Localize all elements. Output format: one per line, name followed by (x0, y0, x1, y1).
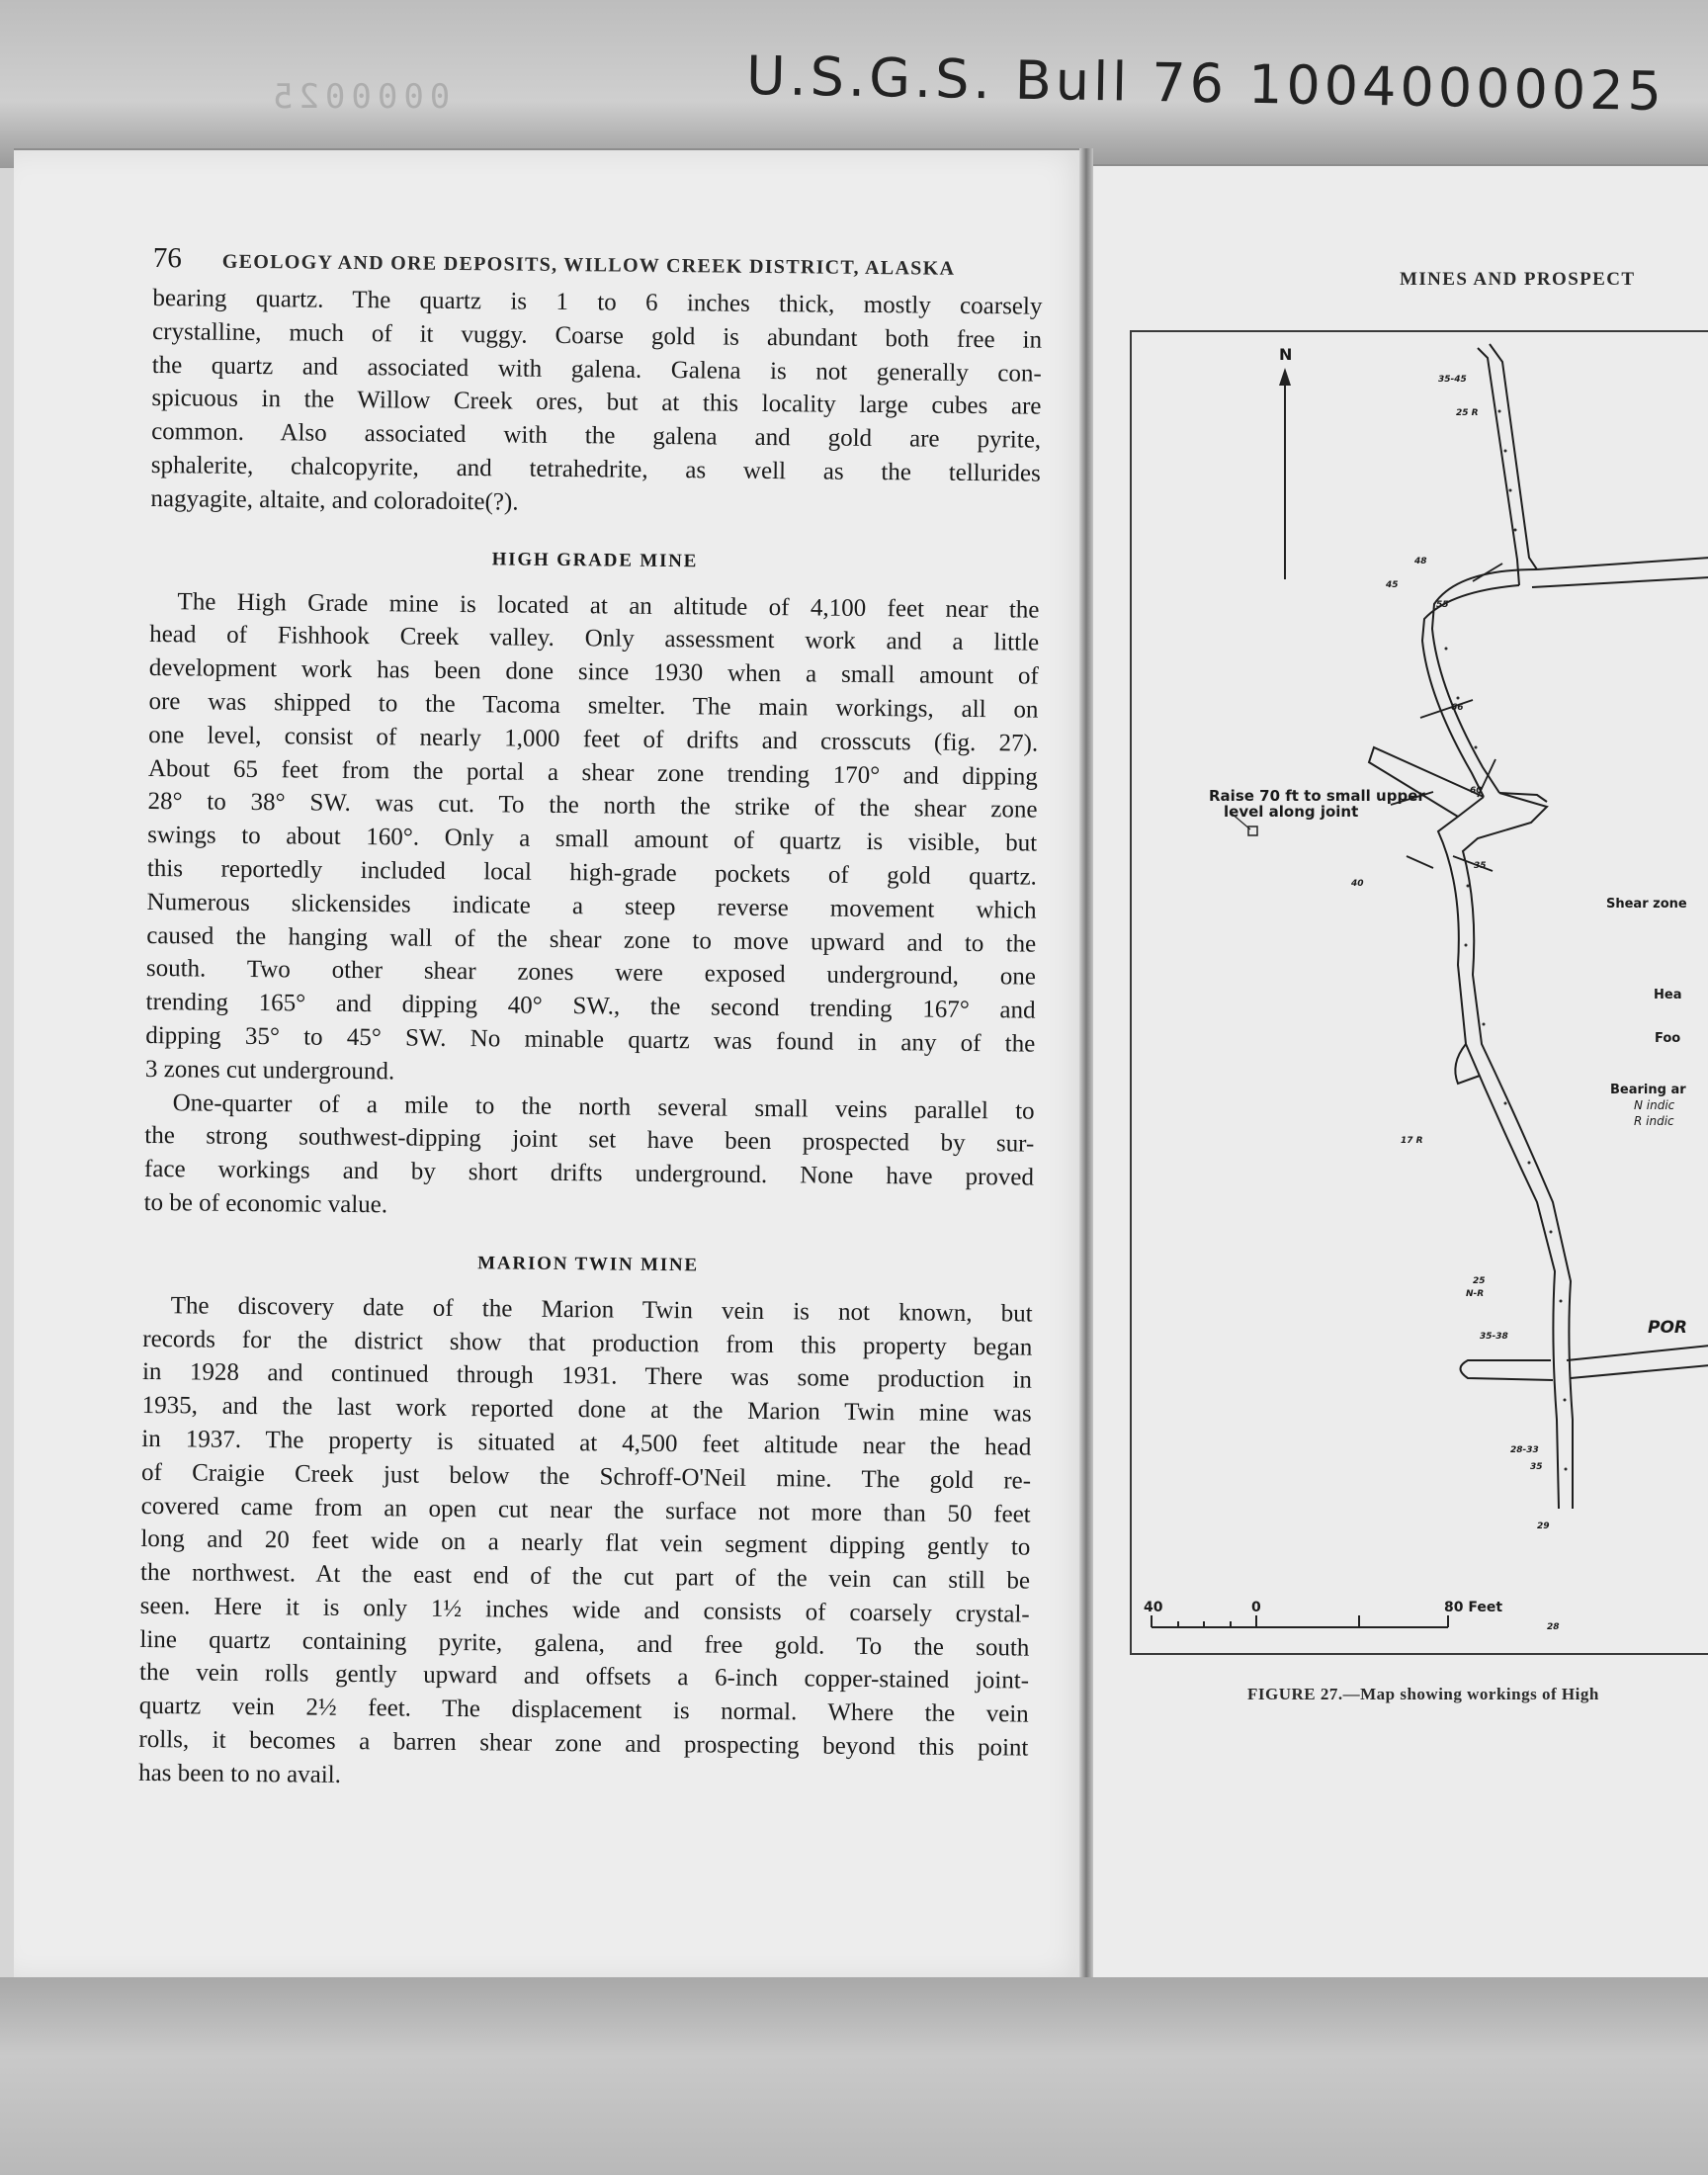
legend-footwall: Foo (1655, 1031, 1681, 1046)
raise-note-line-1: Raise 70 ft to small upper (1209, 787, 1425, 805)
attitude-label: 35 (1474, 861, 1487, 871)
text-line: in 1937. The property is situated at 4,500 feet altitude near the head (141, 1425, 1032, 1461)
attitude-label: 29 (1537, 1522, 1550, 1531)
north-arrow-icon (1279, 368, 1291, 579)
attitude-label: 35-38 (1480, 1332, 1508, 1342)
text-line: bearing quartz. The quartz is 1 to 6 inches thick, mostly coarsely (152, 284, 1043, 320)
text-line: south. Two other shear zones were exposed underground, one (145, 955, 1037, 991)
text-line: nagyagite, altaite, and coloradoite(?). (150, 484, 519, 516)
handwritten-note-text: U.S.G.S. Bull 76 1004 (745, 44, 1402, 119)
text-line: trending 165° and dipping 40° SW., the second trending 167° and (145, 989, 1036, 1024)
text-line: swings to about 160°. Only a small amount of quartz is visible, but (147, 822, 1038, 857)
text-line: the vein rolls gently upward and offsets a 6-inch copper-stained joint- (138, 1659, 1030, 1696)
heading-marion-twin-mine: MARION TWIN MINE (477, 1252, 700, 1276)
marion-twin-paragraph (138, 1289, 1033, 1799)
attitude-label: 17 R (1401, 1136, 1423, 1146)
heading-high-grade-mine: HIGH GRADE MINE (491, 548, 699, 571)
text-line: records for the district show that production from this property began (142, 1325, 1033, 1361)
bleed-through-stamp: 0000025 (267, 77, 451, 117)
scale-label-40: 40 (1144, 1600, 1163, 1615)
attitude-label: 25 (1473, 1276, 1486, 1286)
scale-label-0: 0 (1251, 1600, 1261, 1615)
text-line: to be of economic value. (143, 1188, 388, 1219)
map-drawing (1132, 332, 1708, 1657)
running-head-title: GEOLOGY AND ORE DEPOSITS, WILLOW CREEK DISTRICT, ALASKA (221, 250, 956, 280)
text-line: one level, consist of nearly 1,000 feet of drifts and crosscuts (fig. 27). (148, 721, 1039, 757)
scale-bar (1152, 1615, 1448, 1627)
text-line: 1935, and the last work reported done at the Marion Twin mine was (141, 1392, 1032, 1428)
attitude-label: 35-45 (1438, 375, 1467, 385)
text-line: face workings and by short drifts underground. None have proved (143, 1156, 1035, 1191)
text-line: covered came from an open cut near the surface not more than 50 feet (140, 1492, 1031, 1528)
mine-workings-map (1130, 330, 1708, 1655)
text-line: ore was shipped to the Tacoma smelter. The main workings, all on (148, 687, 1039, 724)
attitude-label: 25 R (1456, 408, 1479, 418)
text-line: crystalline, much of it vuggy. Coarse gold is abundant both free in (152, 317, 1043, 354)
text-line: Numerous slickensides indicate a steep reverse movement which (146, 888, 1037, 924)
attitude-label: N-R (1466, 1289, 1485, 1299)
text-line: caused the hanging wall of the shear zone to move upward and to the (146, 921, 1037, 958)
left-page-text (138, 242, 1043, 1798)
legend-shear-zone: Shear zone (1606, 897, 1687, 912)
figure-caption: FIGURE 27.—Map showing workings of High (1247, 1685, 1599, 1703)
text-line: head of Fishhook Creek valley. Only assessment work and a little (149, 621, 1040, 656)
legend-r-indicates: R indic (1634, 1114, 1674, 1128)
text-line: rolls, it becomes a barren shear zone and prospecting beyond this point (138, 1726, 1029, 1762)
high-grade-paragraph (145, 585, 1040, 1095)
north-veins-paragraph (144, 1086, 1035, 1228)
text-line: has been to no avail. (138, 1759, 342, 1788)
text-line: development work has been done since 1930 when a small amount of (148, 654, 1039, 690)
legend-n-indicates: N indic (1634, 1098, 1675, 1112)
stamp-number: 0000025 (1399, 55, 1666, 124)
text-line: common. Also associated with the galena and gold are pyrite, (151, 418, 1042, 454)
portal-label: POR (1648, 1318, 1688, 1338)
text-line: sphalerite, chalcopyrite, and tetrahedrite, as well as the tellurides (150, 451, 1041, 487)
attitude-label: 28-33 (1510, 1445, 1539, 1455)
text-line: line quartz containing pyrite, galena, and free gold. To the south (139, 1625, 1030, 1662)
text-line: dipping 35° to 45° SW. No minable quartz was found in any of the (145, 1021, 1036, 1058)
scale-label-80-feet: 80 Feet (1444, 1600, 1503, 1615)
text-line: About 65 feet from the portal a shear zone trending 170° and dipping (147, 754, 1038, 791)
text-line: the strong southwest-dipping joint set have been prospected by sur- (144, 1122, 1035, 1158)
north-label: N (1279, 345, 1293, 364)
attitude-label: 35 (1530, 1462, 1543, 1472)
text-line: 28° to 38° SW. was cut. To the north the strike of the shear zone (147, 788, 1038, 824)
text-line: long and 20 feet wide on a nearly flat vein segment dipping gently to (140, 1525, 1031, 1561)
attitude-label: 60 (1470, 786, 1483, 796)
legend-bearing: Bearing ar (1610, 1083, 1686, 1097)
right-running-head: MINES AND PROSPECT (1400, 269, 1636, 290)
text-line: The High Grade mine is located at an altitude of 4,100 feet near the (177, 587, 1040, 624)
text-line: this reportedly included local high-grade pockets of gold quartz. (146, 854, 1038, 891)
text-line: in 1928 and continued through 1931. There was some production in (141, 1358, 1033, 1394)
attitude-label: 40 (1351, 879, 1364, 889)
scan-bottom-margin (0, 1977, 1708, 2175)
text-line: the quartz and associated with galena. Galena is not generally con- (151, 351, 1042, 388)
attitude-label: 66 (1451, 703, 1464, 713)
raise-note-line-2: level along joint (1224, 803, 1359, 821)
text-line: quartz vein 2½ feet. The displacement is normal. Where the vein (138, 1693, 1029, 1728)
text-line: spicuous in the Willow Creek ores, but at this locality large cubes are (151, 385, 1042, 421)
book-gutter (1079, 148, 1093, 1987)
attitude-labels (1350, 375, 1560, 1632)
attitude-label: 28 (1547, 1622, 1560, 1632)
text-line: seen. Here it is only 1½ inches wide and consists of coarsely crystal- (139, 1592, 1030, 1628)
intro-paragraph (150, 282, 1042, 524)
text-line: 3 zones cut underground. (144, 1055, 395, 1086)
text-line: The discovery date of the Marion Twin vein is not known, but (170, 1291, 1033, 1328)
text-line: of Craigie Creek just below the Schroff-O'Neil mine. The gold re- (140, 1458, 1032, 1495)
text-line: the northwest. At the east end of the cut part of the vein can still be (139, 1559, 1031, 1595)
raise-symbol (1248, 826, 1257, 835)
attitude-label: 45 (1386, 580, 1399, 590)
attitude-label: 55 (1436, 600, 1449, 610)
attitude-label: 48 (1414, 557, 1427, 566)
text-line: One-quarter of a mile to the north several small veins parallel to (172, 1088, 1035, 1125)
page-number: 76 (152, 242, 182, 275)
legend-hanging-wall: Hea (1654, 988, 1682, 1002)
